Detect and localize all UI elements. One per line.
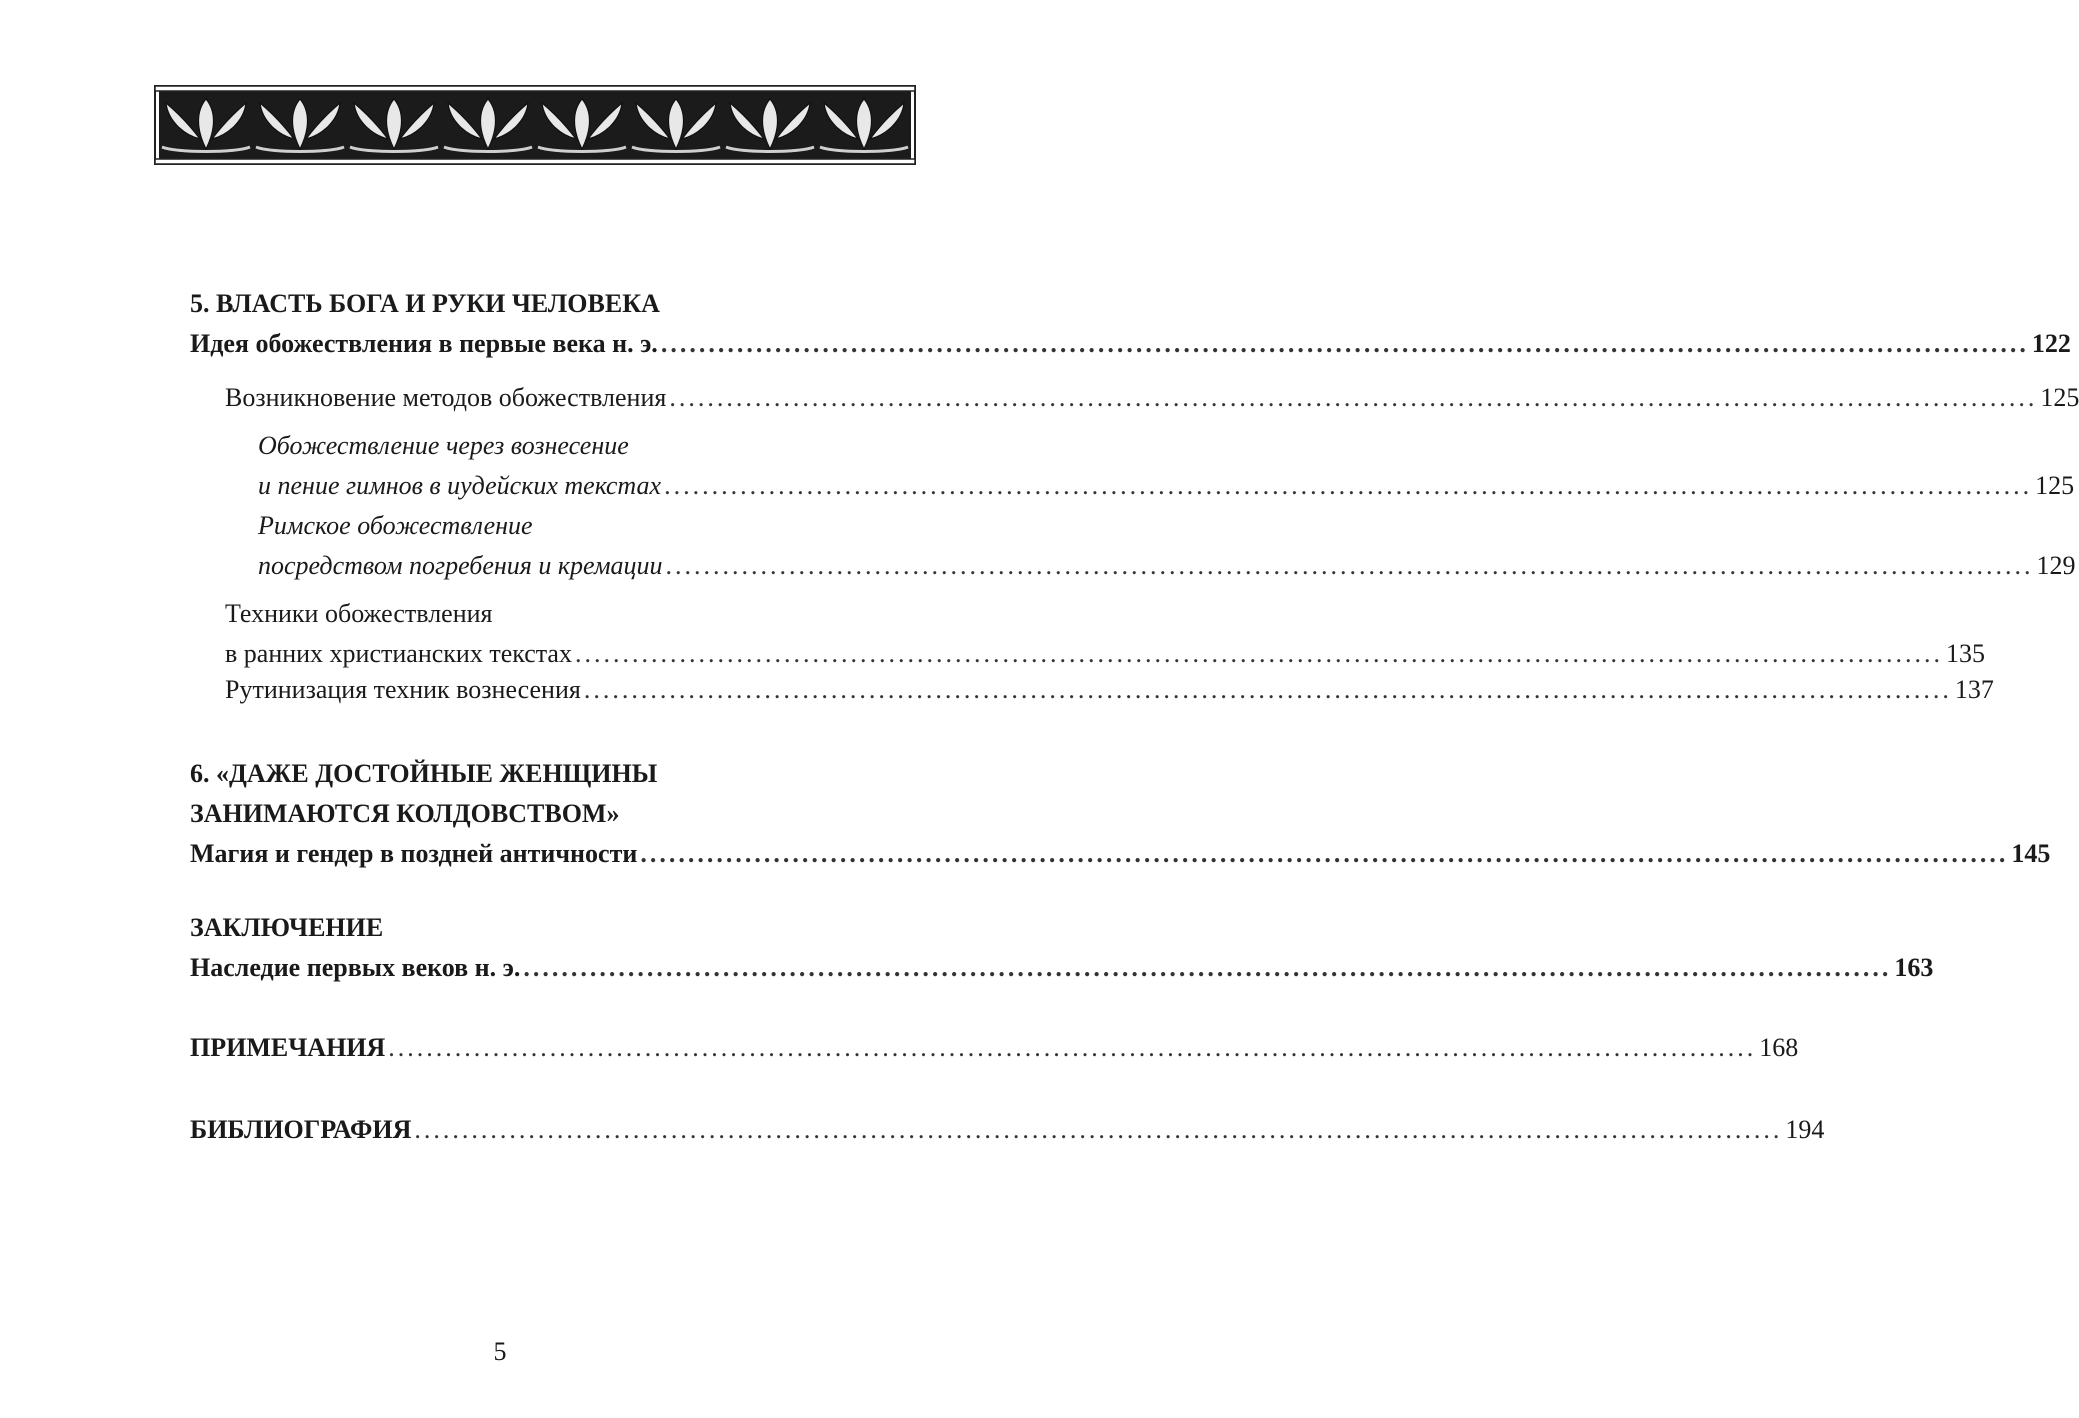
page-ref: 135 <box>1945 639 1985 668</box>
page-ref: 125 <box>2035 471 2075 500</box>
entry-text: посредством погребения и кремации <box>258 551 663 580</box>
page-ref: 125 <box>2040 383 2079 412</box>
toc-entry-notes[interactable] <box>190 1028 1799 1068</box>
toc-entry-ch5-subtitle[interactable] <box>190 324 2071 364</box>
page-ref: 163 <box>1894 953 1934 982</box>
dot-leader: ................................................................................................................................................ <box>583 675 1952 704</box>
dot-leader: ................................................................................................................................................ <box>640 839 2009 868</box>
table-of-contents <box>190 284 2079 1150</box>
conclusion-title: ЗАКЛЮЧЕНИЕ <box>190 913 384 942</box>
toc-entry-routinization[interactable] <box>225 670 1994 710</box>
toc-entry-methods[interactable] <box>225 378 2079 418</box>
page-ref: 194 <box>1785 1115 1825 1144</box>
toc-entry-techniques[interactable] <box>225 634 1985 674</box>
entry-text: Рутинизация техник вознесения <box>225 675 581 704</box>
entry-text: Магия и гендер в поздней античности <box>190 839 638 868</box>
toc-entry-ascension[interactable] <box>258 466 2075 506</box>
entry-text: Возникновение методов обожествления <box>225 383 667 412</box>
page-number: 5 <box>493 1337 507 1366</box>
page-ref: 168 <box>1759 1033 1799 1062</box>
decorative-floral-border <box>155 86 915 164</box>
toc-entry-bibliography[interactable] <box>190 1110 1825 1150</box>
page-ref: 137 <box>1954 675 1994 704</box>
entry-text: ПРИМЕЧАНИЯ <box>190 1033 386 1062</box>
page-ref: 129 <box>2036 551 2076 580</box>
chapter-5-title: 5. ВЛАСТЬ БОГА И РУКИ ЧЕЛОВЕКА <box>190 289 660 318</box>
toc-entry-ch6-subtitle[interactable] <box>190 834 2051 874</box>
toc-entry-techniques-line1[interactable]: Техники обожествления <box>225 599 493 628</box>
entry-text: в ранних христианских текстах <box>225 639 572 668</box>
dot-leader: ................................................................................................................................................ <box>665 551 2034 580</box>
toc-entry-conclusion[interactable] <box>190 948 1934 988</box>
entry-text: БИБЛИОГРАФИЯ <box>190 1115 412 1144</box>
toc-entry-roman-line1[interactable]: Римское обожествление <box>258 511 533 540</box>
dot-leader: ................................................................................................................................................ <box>414 1115 1783 1144</box>
dot-leader: ................................................................................................................................................ <box>574 639 1943 668</box>
dot-leader: ................................................................................................................................................ <box>388 1033 1757 1062</box>
dot-leader: ................................................................................................................................................ <box>669 383 2038 412</box>
page-ref: 145 <box>2011 839 2051 868</box>
entry-text: и пение гимнов в иудейских текстах <box>258 471 662 500</box>
chapter-6-title-line2: ЗАНИМАЮТСЯ КОЛДОВСТВОМ» <box>190 799 620 828</box>
dot-leader: ................................................................................................................................................ <box>523 953 1892 982</box>
entry-text: Наследие первых веков н. э. <box>190 953 521 982</box>
dot-leader: ................................................................................................................................................ <box>660 329 2029 358</box>
chapter-6-title-line1: 6. «ДАЖЕ ДОСТОЙНЫЕ ЖЕНЩИНЫ <box>190 759 658 788</box>
dot-leader: ................................................................................................................................................ <box>664 471 2033 500</box>
toc-entry-ascension-line1[interactable]: Обожествление через вознесение <box>258 431 629 460</box>
toc-entry-roman[interactable] <box>258 546 2076 586</box>
entry-text: Идея обожествления в первые века н. э. <box>190 329 658 358</box>
page-ref: 122 <box>2031 329 2071 358</box>
